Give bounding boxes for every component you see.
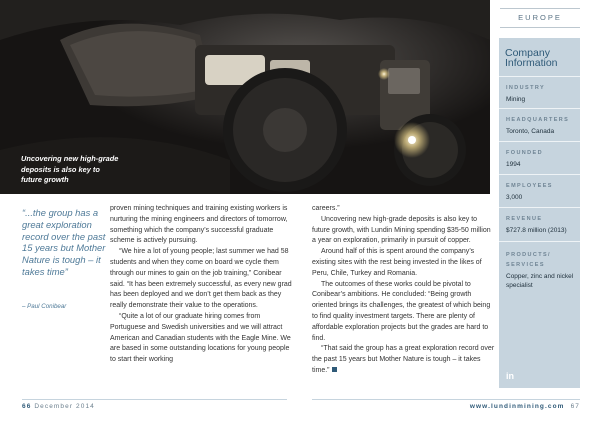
info-founded xyxy=(499,141,580,174)
info-industry xyxy=(499,76,580,108)
company-info-panel xyxy=(499,38,580,388)
info-revenue xyxy=(499,207,580,241)
footer-rule-left xyxy=(22,399,287,400)
end-mark-icon xyxy=(332,367,337,372)
paragraph: proven mining techniques and training existing workers is nurturing the mining engineers and directors of tomorrow, something which the company’s successful graduate scheme is actively pursuing. xyxy=(110,205,288,245)
info-label: FOUNDED xyxy=(506,150,543,156)
info-value: Toronto, Canada xyxy=(506,128,555,135)
paragraph: The outcomes of these works could be pivotal to Conibear’s ambitions. He concluded: “Being growth oriented brings its challenges, the greatest of which being to find quality investment targets. There are plenty of affordable exploration projects but the grades are hard to find. xyxy=(312,280,491,342)
panel-title: Company Information xyxy=(505,47,558,69)
info-employees xyxy=(499,174,580,207)
website-url[interactable]: www.lundinmining.com xyxy=(469,403,565,410)
pull-quote-attribution: – Paul Conibear xyxy=(22,303,67,310)
footer-left xyxy=(22,403,95,410)
info-products-services xyxy=(499,241,580,301)
info-label: EMPLOYEES xyxy=(506,183,553,189)
paragraph-text: “That said the group has a great exploration record over the past 15 years but Mother Nature is tough – it takes time.” xyxy=(312,345,495,374)
info-label: PRODUCTS/ SERVICES xyxy=(506,252,551,268)
paragraph: Around half of this is spent around the company’s existing sites with the rest being invested in the likes of Peru, Chile, Turkey and Romania. xyxy=(312,248,482,277)
linkedin-icon[interactable]: in xyxy=(506,371,514,381)
footer-right xyxy=(470,403,580,410)
info-label: INDUSTRY xyxy=(506,85,546,91)
info-label: HEADQUARTERS xyxy=(506,117,570,123)
info-headquarters xyxy=(499,108,580,141)
region-label: EUROPE xyxy=(500,8,580,28)
page-number-right: 67 xyxy=(570,403,580,410)
page-number-left: 66 xyxy=(22,403,32,410)
paragraph: “We hire a lot of young people; last summer we had 58 students and when they come on board we cycle them through our mines to gain on the job training,” Conibear said. “It has been extremely successful, as every new grad has been deployed and we don’t get them back as they really demonstrate their value to the operations. xyxy=(110,248,292,310)
info-value: Copper, zinc and nickel specialist xyxy=(506,273,574,289)
paragraph: “Quite a lot of our graduate hiring comes from Portuguese and Swedish universities and we will attract American and Canadian students with the Eagle Mine. We are based in some outstanding locations for young people to start their working xyxy=(110,312,291,364)
paragraph: careers.” xyxy=(312,205,340,212)
article-column-1 xyxy=(110,204,297,366)
photo-caption: Uncovering new high-grade deposits is also key to future growth xyxy=(21,154,119,184)
info-value: 1994 xyxy=(506,161,521,168)
paragraph-last xyxy=(312,344,495,376)
info-value: 3,000 xyxy=(506,194,523,201)
info-value: Mining xyxy=(506,96,526,103)
article-column-2 xyxy=(312,204,495,377)
info-value: $727.8 million (2013) xyxy=(506,227,567,234)
info-label: REVENUE xyxy=(506,216,543,222)
paragraph: Uncovering new high-grade deposits is also key to future growth, with Lundin Mining spending $35-50 million a year on exploration, primarily in pursuit of copper. xyxy=(312,215,491,245)
issue-date: December 2014 xyxy=(34,403,95,410)
pull-quote: “...the group has a great exploration record over the past 15 years but Mother Nature is tough – it takes time” xyxy=(22,207,106,277)
footer-rule-right xyxy=(312,399,580,400)
mining-loader-photo xyxy=(0,0,490,194)
